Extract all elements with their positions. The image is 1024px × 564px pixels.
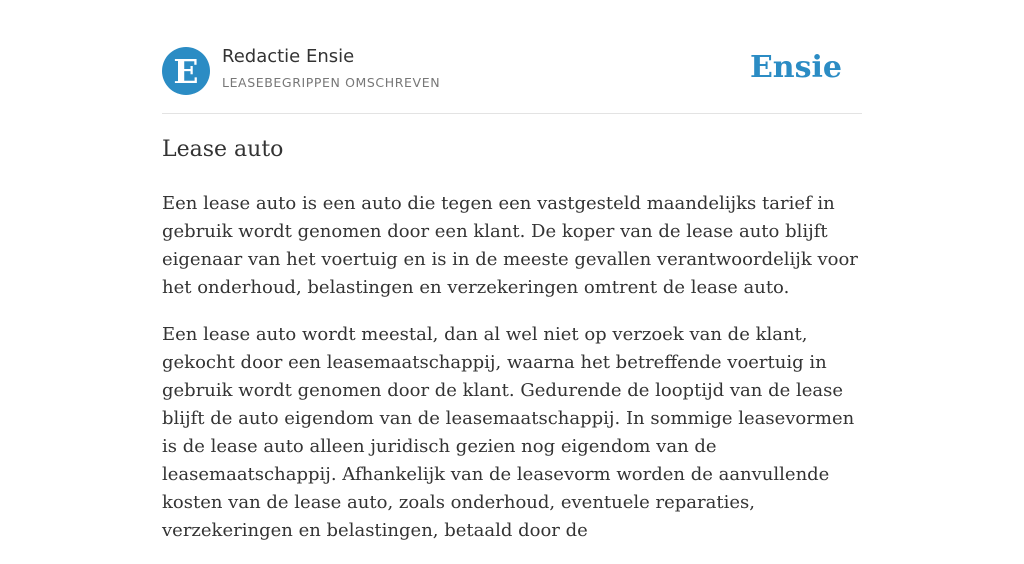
header — [162, 0, 862, 114]
paragraph: Een lease auto wordt meestal, dan al wel niet op verzoek van de klant, gekocht door een leasemaatschappij, waarna het betreffende voertuig in gebruik wordt genomen door de klant. Gedurende de looptijd van de lease blijft de auto eigendom van de leasemaatschappij. In sommige leasevormen is de lease auto alleen juridisch gezien nog eigendom van de leasemaatschappij. Afhankelijk van de leasevorm worden de aanvullende kosten van de lease auto, zoals onderhoud, eventuele reparaties, verzekeringen en belastingen, betaald door de — [162, 324, 855, 541]
article-title: Lease auto — [162, 137, 284, 162]
article-page — [162, 0, 862, 541]
author-name[interactable]: Redactie Ensie — [222, 46, 355, 67]
author-subtitle[interactable]: LEASEBEGRIPPEN OMSCHREVEN — [222, 75, 441, 90]
article-body — [162, 190, 862, 564]
author-avatar[interactable] — [162, 47, 210, 95]
paragraph: Een lease auto is een auto die tegen een vastgesteld maandelijks tarief in gebruik wordt genomen door een klant. De koper van de lease auto blijft eigenaar van het voertuig en is in de meeste gevallen verantwoordelijk voor het onderhoud, belastingen en verzekeringen omtrent de lease auto. — [162, 193, 858, 298]
avatar-letter: E — [173, 52, 199, 91]
ensie-logo[interactable]: Ensie — [749, 50, 842, 85]
